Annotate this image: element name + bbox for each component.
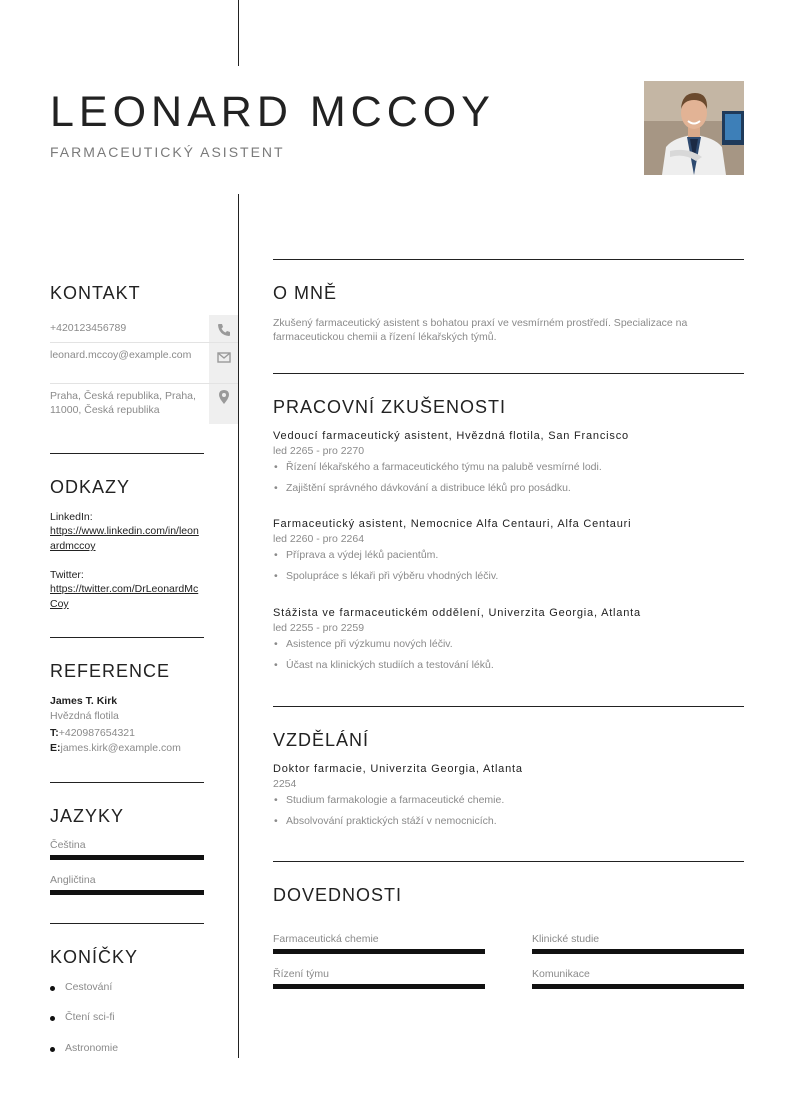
hobby-text: Astronomie	[65, 1042, 119, 1054]
skills-heading: DOVEDNOSTI	[273, 885, 403, 905]
divider	[50, 453, 204, 454]
experience-bullet: • Příprava a výdej léků pacientům.	[273, 549, 744, 561]
skill-name: Řízení týmu	[273, 968, 330, 980]
divider	[50, 782, 204, 783]
bullet-dot	[50, 1016, 55, 1021]
skill-name: Klinické studie	[532, 933, 600, 945]
divider-vertical	[238, 194, 239, 1058]
divider	[273, 373, 744, 374]
language-item	[50, 874, 204, 895]
reference-phone-row	[50, 726, 210, 741]
skill-name: Farmaceutická chemie	[273, 933, 379, 945]
links-list	[50, 510, 204, 612]
experience-bullet: • Účast na klinických studiích a testování léků.	[273, 659, 744, 671]
reference-heading: REFERENCE	[50, 661, 171, 681]
experience-bullet: • Řízení lékařského a farmaceutického týmu na palubě vesmírné lodi.	[273, 461, 744, 473]
divider	[273, 861, 744, 862]
language-bar-track	[50, 890, 204, 895]
link-label-twitter: Twitter:	[50, 569, 84, 581]
skill-bar-track	[532, 949, 744, 954]
hobbies-heading: KONÍČKY	[50, 947, 139, 967]
contact-address	[50, 389, 238, 424]
experience-date: led 2255 - pro 2259	[273, 622, 365, 634]
reference-name: James T. Kirk	[50, 695, 118, 707]
languages-heading: JAZYKY	[50, 806, 125, 826]
hobby-text: Cestování	[65, 981, 113, 993]
reference-phone: +420987654321	[58, 727, 135, 739]
experience-bullet: • Zajištění správného dávkování a distribuce léků pro posádku.	[273, 482, 744, 494]
skill-bar-track	[273, 984, 485, 989]
link-linkedin[interactable]: https://www.linkedin.com/in/leonardmccoy	[50, 525, 199, 552]
skill-item	[532, 968, 744, 989]
divider	[273, 706, 744, 707]
divider-top	[238, 0, 239, 66]
reference-email-label: E:	[50, 742, 61, 754]
experience-bullet: • Asistence při výzkumu nových léčiv.	[273, 638, 744, 650]
experience-heading: PRACOVNÍ ZKUŠENOSTI	[273, 397, 507, 417]
skill-item	[532, 933, 744, 954]
links-heading: ODKAZY	[50, 477, 131, 497]
experience-item	[273, 518, 744, 582]
about-text: Zkušený farmaceutický asistent s bohatou praxí ve vesmírném prostředí. Specializace na farmaceutickou chemii a řízení lékařských týmů.	[273, 317, 688, 343]
divider	[50, 923, 204, 924]
reference-email-row	[50, 741, 210, 756]
skill-level-bar	[273, 949, 485, 954]
language-level-bar	[50, 855, 204, 860]
experience-title: Stážista ve farmaceutickém oddělení, Univerzita Georgia, Atlanta	[273, 607, 641, 619]
about-heading: O MNĚ	[273, 283, 338, 303]
link-label-linkedin: LinkedIn:	[50, 511, 93, 523]
skill-bar-track	[273, 949, 485, 954]
contact-heading: KONTAKT	[50, 283, 141, 303]
reference-block	[50, 694, 210, 756]
experience-title: Vedoucí farmaceutický asistent, Hvězdná flotila, San Francisco	[273, 430, 629, 442]
language-name: Angličtina	[50, 874, 96, 886]
contact-email[interactable]	[50, 348, 238, 384]
candidate-name: LEONARD MCCOY	[50, 88, 495, 136]
language-item	[50, 839, 204, 860]
reference-email[interactable]: james.kirk@example.com	[60, 742, 181, 754]
link-twitter[interactable]: https://twitter.com/DrLeonardMcCoy	[50, 583, 199, 610]
profile-photo	[644, 81, 744, 175]
language-level-bar	[50, 890, 204, 895]
education-degree: Doktor farmacie, Univerzita Georgia, Atlanta	[273, 763, 523, 775]
education-year: 2254	[273, 778, 297, 790]
experience-bullet: • Spolupráce s lékaři při výběru vhodných léčiv.	[273, 570, 744, 582]
skill-item	[273, 968, 485, 989]
skill-level-bar	[273, 984, 485, 989]
skill-level-bar	[532, 949, 744, 954]
education-bullet: • Studium farmakologie a farmaceutické chemie.	[273, 794, 744, 806]
skill-level-bar	[532, 984, 744, 989]
contact-email-text[interactable]: leonard.mccoy@example.com	[50, 349, 192, 361]
experience-title: Farmaceutický asistent, Nemocnice Alfa Centauri, Alfa Centauri	[273, 518, 632, 530]
education-bullet: • Absolvování praktických stáží v nemocnicích.	[273, 815, 744, 827]
bullet-dot	[50, 1047, 55, 1052]
contact-phone-text: +420123456789	[50, 322, 127, 334]
candidate-job-title: FARMACEUTICKÝ ASISTENT	[50, 144, 285, 160]
skill-bar-track	[532, 984, 744, 989]
experience-date: led 2260 - pro 2264	[273, 533, 365, 545]
hobby-text: Čtení sci-fi	[65, 1011, 115, 1023]
skill-item	[273, 933, 485, 954]
divider	[50, 637, 204, 638]
language-bar-track	[50, 855, 204, 860]
divider	[273, 259, 744, 260]
experience-item	[273, 430, 744, 494]
experience-date: led 2265 - pro 2270	[273, 445, 365, 457]
education-item	[273, 763, 744, 827]
reference-org: Hvězdná flotila	[50, 710, 119, 722]
contact-address-text: Praha, Česká republika, Praha, 11000, Česká republika	[50, 390, 196, 416]
education-heading: VZDĚLÁNÍ	[273, 730, 370, 750]
language-name: Čeština	[50, 839, 86, 851]
contact-phone	[50, 321, 238, 343]
reference-phone-label: T:	[50, 727, 59, 739]
skill-name: Komunikace	[532, 968, 590, 980]
experience-item	[273, 607, 744, 671]
bullet-dot	[50, 986, 55, 991]
